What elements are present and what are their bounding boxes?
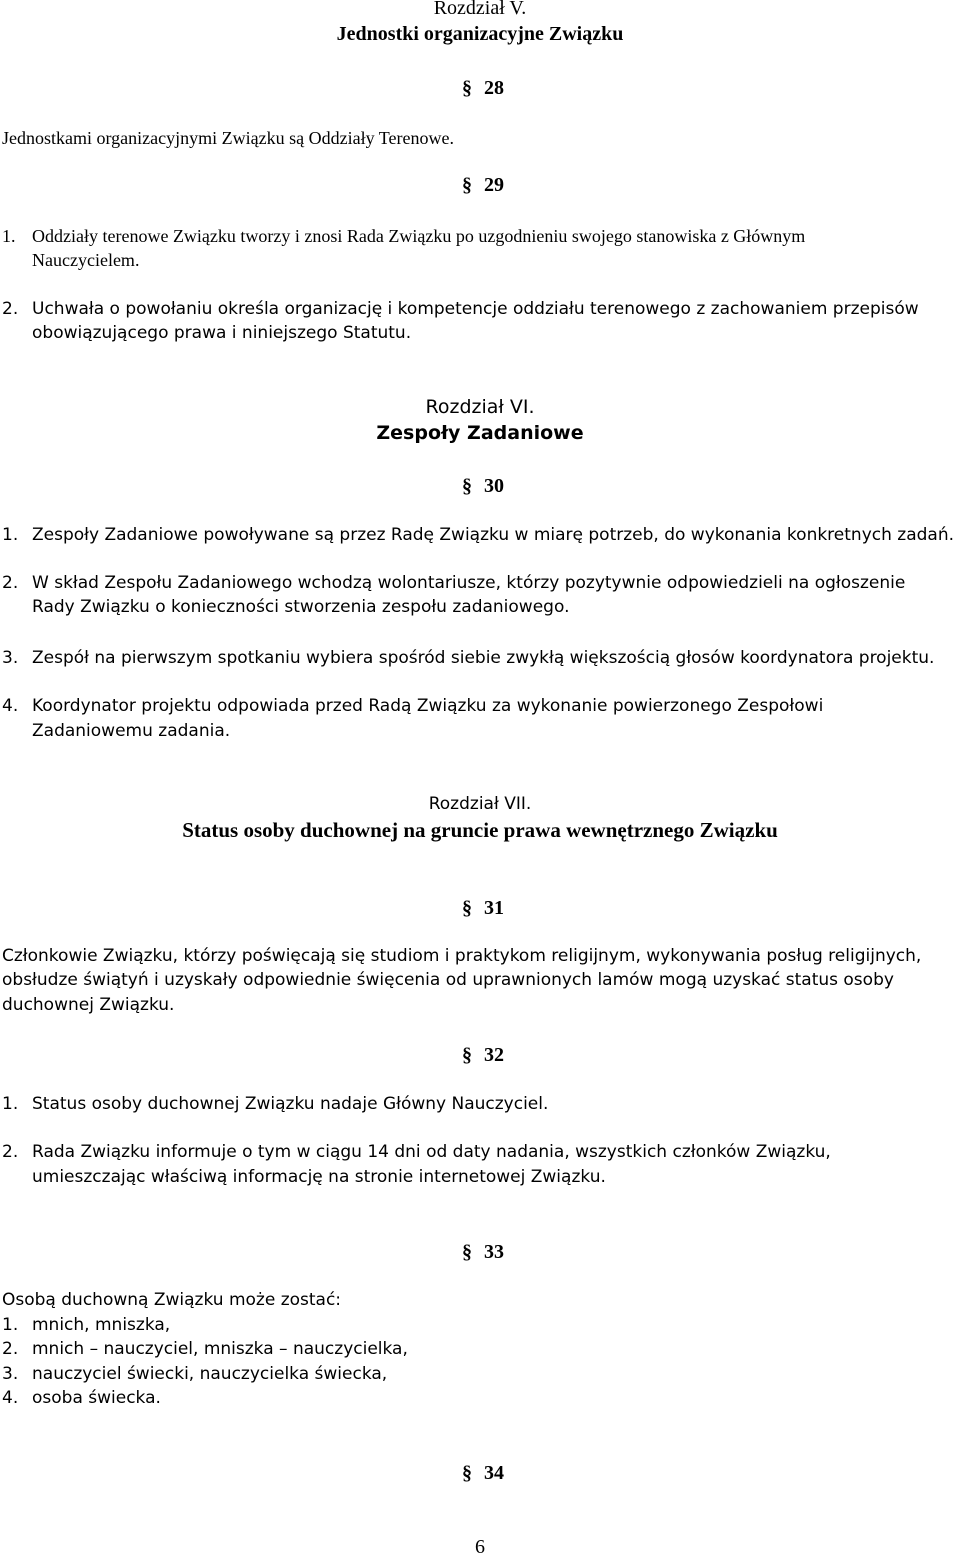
chapter-label: Rozdział VI.	[425, 396, 535, 418]
paragraph-line: Członkowie Związku, którzy poświęcają się studiom i praktykom religijnym, wykonywania posług religijnych,	[2, 946, 922, 966]
paragraph-number: 33	[484, 1241, 504, 1263]
list-number: 1.	[2, 226, 16, 246]
paragraph-number: 34	[484, 1462, 504, 1484]
section-sign-icon: §	[462, 77, 472, 99]
paragraph-heading	[462, 896, 504, 920]
list-number: 1.	[2, 1094, 19, 1114]
paragraph-line: obsłudze świątyń i uzyskały odpowiednie święcenia od uprawnionych lamów mogą uzyskać status osoby	[2, 970, 894, 990]
list-item-line: nauczyciel świecki, nauczycielka świecka,	[32, 1364, 388, 1384]
paragraph-heading	[462, 1461, 504, 1485]
chapter-title: Jednostki organizacyjne Związku	[336, 23, 624, 45]
list-number: 1.	[2, 525, 19, 545]
list-item-line: Zespół na pierwszym spotkaniu wybiera spośród siebie zwykłą większością głosów koordynatora projektu.	[32, 648, 935, 668]
list-item	[2, 1092, 548, 1116]
paragraph-number: 31	[484, 897, 504, 919]
list-item-line: Koordynator projektu odpowiada przed Radą Związku za wykonanie powierzonego Zespołowi	[32, 696, 824, 716]
list-item-line: obowiązującego prawa i niniejszego Statutu.	[32, 323, 412, 343]
paragraph-line: duchownej Związku.	[2, 995, 175, 1015]
list-number: 2.	[2, 299, 19, 319]
paragraph-intro: Osobą duchowną Związku może zostać:	[2, 1290, 342, 1310]
section-sign-icon: §	[462, 1044, 472, 1066]
paragraph-number: 30	[484, 475, 504, 497]
list-item	[2, 1140, 831, 1164]
list-number: 2.	[2, 1339, 19, 1359]
list-item-line: osoba świecka.	[32, 1388, 161, 1408]
list-item	[2, 646, 934, 670]
section-sign-icon: §	[462, 475, 472, 497]
list-item-line: mnich – nauczyciel, mniszka – nauczycielka,	[32, 1339, 408, 1359]
list-item	[2, 571, 905, 595]
list-item-line: Zadaniowemu zadania.	[32, 721, 231, 741]
list-item-line: Rady Związku o konieczności stworzenia zespołu zadaniowego.	[32, 597, 570, 617]
list-number: 4.	[2, 1388, 19, 1408]
chapter-title: Status osoby duchownej na gruncie prawa wewnętrznego Związku	[182, 818, 778, 842]
section-sign-icon: §	[462, 897, 472, 919]
list-number: 2.	[2, 1142, 19, 1162]
list-item-line: Nauczycielem.	[32, 250, 140, 270]
list-item-line: umieszczając właściwą informację na stronie internetowej Związku.	[32, 1167, 606, 1187]
paragraph-heading	[462, 76, 504, 100]
list-item	[2, 1386, 161, 1410]
list-item-line: Uchwała o powołaniu określa organizację i kompetencje oddziału terenowego z zachowaniem przepisów	[32, 299, 919, 319]
list-item	[2, 523, 954, 547]
list-item	[2, 224, 805, 248]
list-item-line: W skład Zespołu Zadaniowego wchodzą wolontariusze, którzy pozytywnie odpowiedzieli na ogłoszenie	[32, 573, 906, 593]
list-item-line: Rada Związku informuje o tym w ciągu 14 dni od daty nadania, wszystkich członków Związku,	[32, 1142, 831, 1162]
list-number: 4.	[2, 696, 19, 716]
page-number: 6	[475, 1536, 485, 1558]
list-item	[2, 694, 823, 718]
list-item	[2, 1362, 387, 1386]
section-sign-icon: §	[462, 1241, 472, 1263]
paragraph-heading	[462, 474, 504, 498]
list-number: 2.	[2, 573, 19, 593]
chapter-label: Rozdział VII.	[428, 794, 532, 814]
list-item-line: Zespoły Zadaniowe powoływane są przez Radę Związku w miarę potrzeb, do wykonania konkretnych zadań.	[32, 525, 955, 545]
chapter-title: Zespoły Zadaniowe	[376, 422, 584, 444]
list-number: 1.	[2, 1315, 19, 1335]
chapter-label: Rozdział V.	[433, 0, 527, 19]
list-item-line: Oddziały terenowe Związku tworzy i znosi Rada Związku po uzgodnieniu swojego stanowiska z Głównym	[32, 226, 806, 246]
section-sign-icon: §	[462, 174, 472, 196]
paragraph-heading	[462, 173, 504, 197]
list-number: 3.	[2, 1364, 19, 1384]
section-sign-icon: §	[462, 1462, 472, 1484]
list-item	[2, 1337, 408, 1361]
paragraph-text: Jednostkami organizacyjnymi Związku są Oddziały Terenowe.	[2, 128, 454, 148]
list-item	[2, 297, 919, 321]
list-item	[2, 1313, 170, 1337]
paragraph-heading	[462, 1043, 504, 1067]
paragraph-number: 29	[484, 174, 504, 196]
paragraph-heading	[462, 1240, 504, 1264]
list-item-line: mnich, mniszka,	[32, 1315, 171, 1335]
paragraph-number: 28	[484, 77, 504, 99]
list-item-line: Status osoby duchownej Związku nadaje Główny Nauczyciel.	[32, 1094, 549, 1114]
list-number: 3.	[2, 648, 19, 668]
paragraph-number: 32	[484, 1044, 504, 1066]
